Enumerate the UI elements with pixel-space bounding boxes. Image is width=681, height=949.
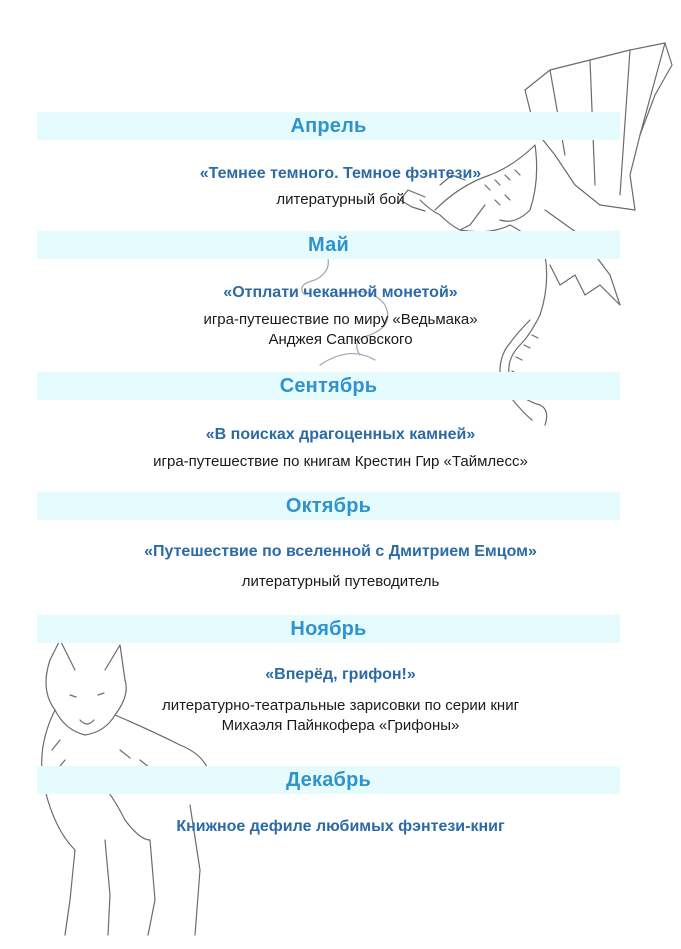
month-header-october: Октябрь	[37, 492, 620, 520]
event-title-october: «Путешествие по вселенной с Дмитрием Емцом»	[144, 543, 537, 560]
event-desc-may	[0, 310, 681, 350]
month-header-december: Декабрь	[37, 766, 620, 794]
event-title-december: Книжное дефиле любимых фэнтези-книг	[176, 818, 505, 835]
event-desc-april	[0, 190, 681, 210]
event-desc-october	[0, 572, 681, 592]
event-title-september: «В поисках драгоценных камней»	[205, 426, 476, 443]
event-desc-september	[0, 452, 681, 472]
month-header-april: Апрель	[37, 112, 620, 140]
event-desc-line: Анджея Сапковского	[268, 331, 413, 348]
event-title-november: «Вперёд, грифон!»	[265, 666, 416, 683]
event-title-april: «Темнее темного. Темное фэнтези»	[199, 165, 482, 182]
event-desc-line: литературно-театральные зарисовки по серии книг	[161, 697, 520, 714]
month-header-september: Сентябрь	[37, 372, 620, 400]
event-desc-november	[0, 696, 681, 736]
event-desc-line: игра-путешествие по книгам Крестин Гир «Таймлесс»	[153, 453, 528, 470]
event-desc-line: игра-путешествие по миру «Ведьмака»	[203, 311, 478, 328]
event-desc-line: литературный путеводитель	[241, 573, 440, 590]
event-title-may: «Отплати чеканной монетой»	[223, 284, 458, 301]
event-desc-line: Михаэля Пайнкофера «Грифоны»	[221, 717, 460, 734]
event-desc-line: литературный бой	[276, 191, 405, 208]
month-header-november: Ноябрь	[37, 615, 620, 643]
month-header-may: Май	[37, 231, 620, 259]
